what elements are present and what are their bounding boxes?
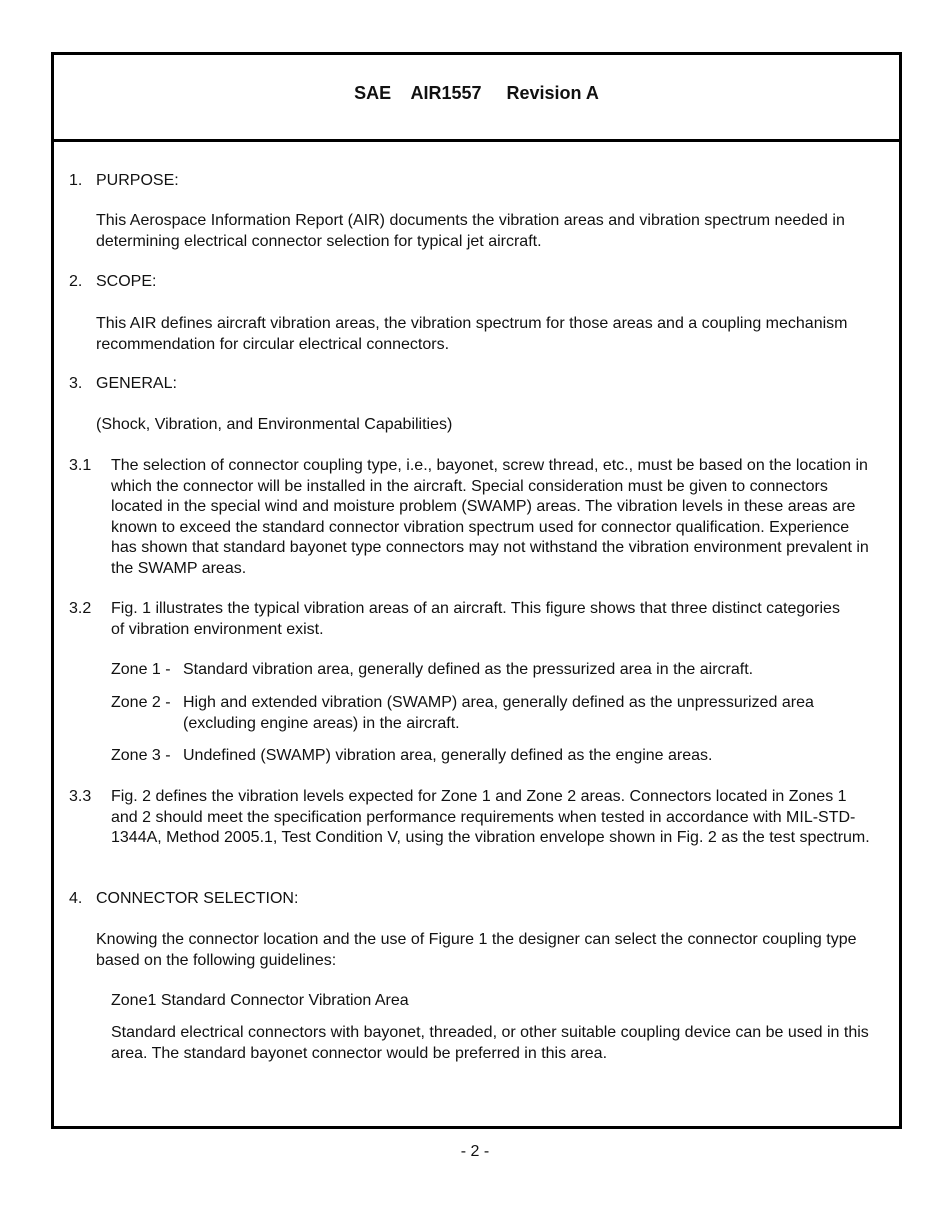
section-2-number: 2. [69, 273, 83, 290]
section-3-1-paragraph: The selection of connector coupling type, i.e., bayonet, screw thread, etc., must be based on the location in which the connector will be installed in the aircraft. Special consideration must be given to connectors located in the special wind and moisture problem (SWAMP) areas. The vibration levels in these areas are known to exceed the standard connector vibration spectrum used for connector qualification. Experience has shown that standard bayonet type connectors may not withstand the vibration environment prevalent in the SWAMP areas. [111, 457, 869, 577]
zone-3-description: Undefined (SWAMP) vibration area, generally defined as the engine areas. [183, 747, 713, 764]
section-4-paragraph: Knowing the connector location and the use of Figure 1 the designer can select the connector coupling type based on the following guidelines: [96, 931, 857, 969]
section-3-2-number: 3.2 [69, 600, 92, 617]
document-header [54, 55, 899, 142]
page-frame [51, 52, 902, 1129]
section-2-paragraph: This AIR defines aircraft vibration areas, the vibration spectrum for those areas and a coupling mechanism recommendation for circular electrical connectors. [96, 315, 848, 353]
section-4-number: 4. [69, 890, 83, 907]
page-number: - 2 - [460, 1143, 490, 1160]
zone-2-description: High and extended vibration (SWAMP) area, generally defined as the unpressurized area (excluding engine areas) in the aircraft. [183, 694, 814, 732]
section-3-3-paragraph: Fig. 2 defines the vibration levels expected for Zone 1 and Zone 2 areas. Connectors located in Zones 1 and 2 should meet the specification performance requirements when tested in accordance with MIL-STD-1344A, Method 2005.1, Test Condition V, using the vibration envelope shown in Fig. 2 as the test spectrum. [111, 788, 870, 846]
section-1-paragraph: This Aerospace Information Report (AIR) documents the vibration areas and vibration spectrum needed in determining electrical connector selection for typical jet aircraft. [96, 212, 845, 250]
section-3-title: GENERAL: [96, 375, 177, 392]
zone-3-label: Zone 3 - [111, 747, 171, 764]
zone-1-guideline: Standard electrical connectors with bayonet, threaded, or other suitable coupling device can be used in this area. The standard bayonet connector would be preferred in this area. [111, 1024, 869, 1062]
section-3-2-paragraph: Fig. 1 illustrates the typical vibration areas of an aircraft. This figure shows that three distinct categories of vibration environment exist. [111, 600, 840, 638]
document-title: SAE AIR1557 Revision A [354, 83, 599, 103]
zone-1-description: Standard vibration area, generally defined as the pressurized area in the aircraft. [183, 661, 754, 678]
section-3-3-number: 3.3 [69, 788, 92, 805]
zone-1-subheading: Zone1 Standard Connector Vibration Area [111, 992, 409, 1009]
section-3-number: 3. [69, 375, 83, 392]
section-2-title: SCOPE: [96, 273, 157, 290]
section-3-1-number: 3.1 [69, 457, 92, 474]
zone-1-label: Zone 1 - [111, 661, 171, 678]
section-1-number: 1. [69, 172, 83, 189]
section-4-title: CONNECTOR SELECTION: [96, 890, 299, 907]
section-1-title: PURPOSE: [96, 172, 179, 189]
zone-2-label: Zone 2 - [111, 694, 171, 711]
section-3-paragraph: (Shock, Vibration, and Environmental Capabilities) [96, 416, 453, 433]
